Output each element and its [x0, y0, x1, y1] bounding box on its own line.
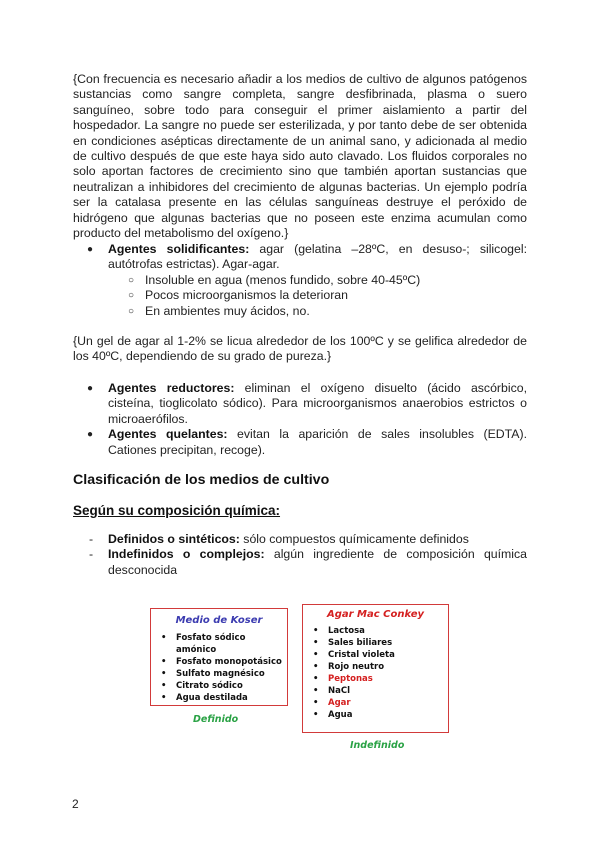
koser-item: • Fosfato sódico amónico — [151, 632, 287, 656]
term-indefinidos: Indefinidos o complejos: — [108, 547, 265, 562]
sub-item: ○ Pocos microorganismos la deterioran — [108, 288, 527, 303]
macconkey-item: • Lactosa — [303, 625, 448, 637]
solidificantes-sublist — [108, 273, 527, 319]
additives-list-2 — [73, 381, 527, 458]
macconkey-item: • Agar — [303, 697, 448, 709]
agar-paragraph: {Un gel de agar al 1-2% se licua alrededor de los 100ºC y se gelifica alrededor de los 40ºC, dependiendo de su grado de pureza.} — [73, 334, 527, 364]
macconkey-item: • NaCl — [303, 685, 448, 697]
composition-list — [73, 532, 527, 578]
list-item-solidificantes — [73, 242, 527, 319]
koser-item: • Citrato sódico — [151, 680, 287, 692]
intro-paragraph: {Con frecuencia es necesario añadir a los medios de cultivo de algunos patógenos sustancias como sangre completa, sangre desfibrinada, plasma o suero sanguíneo, sobre todo para conseguir el primer aislamiento a partir del hospedador. La sangre no puede ser esterilizada, y por tanto debe de ser obtenida en condiciones asépticas directamente de un animal sano, y adicionada al medio de cultivo después de que este haya sido auto clavado. Los fluidos corporales no solo aportan factores de crecimiento sino que también aportan sustancias que neutralizan a inhibidores del crecimiento de algunas bacterias. Un ejemplo podría ser la catalasa presente en las células sanguíneas destruye el peróxido de hidrógeno que algunas bacterias que no poseen este enzima acumulan como producto del metabolismo del oxígeno.} — [73, 72, 527, 241]
koser-medium-box — [150, 608, 288, 706]
koser-caption: Definido — [193, 714, 239, 725]
list-item-reductores — [73, 381, 527, 427]
additives-list-1 — [73, 242, 527, 319]
page-number: 2 — [72, 797, 79, 811]
text-indefinidos: algún ingrediente de composición química desconocida — [108, 547, 527, 577]
macconkey-caption: Indefinido — [350, 740, 405, 751]
text-reductores: eliminan el oxígeno disuelto (ácido ascórbico, cisteína, tioglicolato sódico). Para microorganismos anaerobios estrictos o microaerófilos. — [108, 381, 527, 426]
term-quelantes: Agentes quelantes: — [108, 427, 228, 442]
section-heading: Clasificación de los medios de cultivo — [73, 472, 330, 488]
macconkey-item: • Agua — [303, 709, 448, 721]
term-reductores: Agentes reductores: — [108, 381, 235, 395]
text-quelantes: evitan la aparición de sales insolubles (EDTA). Cationes precipitan, recoge). — [108, 427, 527, 457]
list-item-quelantes — [73, 427, 527, 458]
list-item-indefinidos — [73, 547, 527, 578]
koser-title: Medio de Koser — [175, 615, 263, 626]
list-item-definidos — [73, 532, 527, 547]
term-solidificantes: Agentes solidificantes: — [108, 242, 250, 256]
koser-ingredients — [151, 632, 287, 704]
macconkey-ingredients — [303, 625, 448, 721]
koser-item: • Sulfato magnésico — [151, 668, 287, 680]
macconkey-title: Agar Mac Conkey — [326, 609, 425, 620]
text-solidificantes: agar (gelatina –28ºC, en desuso-; silicogel: autótrofas estrictas). Agar-agar. — [108, 242, 527, 272]
macconkey-item: • Peptonas — [303, 673, 448, 685]
macconkey-item: • Rojo neutro — [303, 661, 448, 673]
macconkey-item: • Cristal violeta — [303, 649, 448, 661]
sub-item: ○ En ambientes muy ácidos, no. — [108, 304, 527, 319]
macconkey-item: • Sales biliares — [303, 637, 448, 649]
subsection-heading: Según su composición química: — [73, 503, 281, 518]
sub-item: ○ Insoluble en agua (menos fundido, sobre 40-45ºC) — [108, 273, 527, 288]
koser-item: • Fosfato monopotásico — [151, 656, 287, 668]
term-definidos: Definidos o sintéticos: — [108, 532, 240, 546]
koser-item: • Agua destilada — [151, 692, 287, 704]
macconkey-medium-box — [302, 604, 449, 733]
text-definidos: sólo compuestos químicamente definidos — [239, 532, 469, 546]
